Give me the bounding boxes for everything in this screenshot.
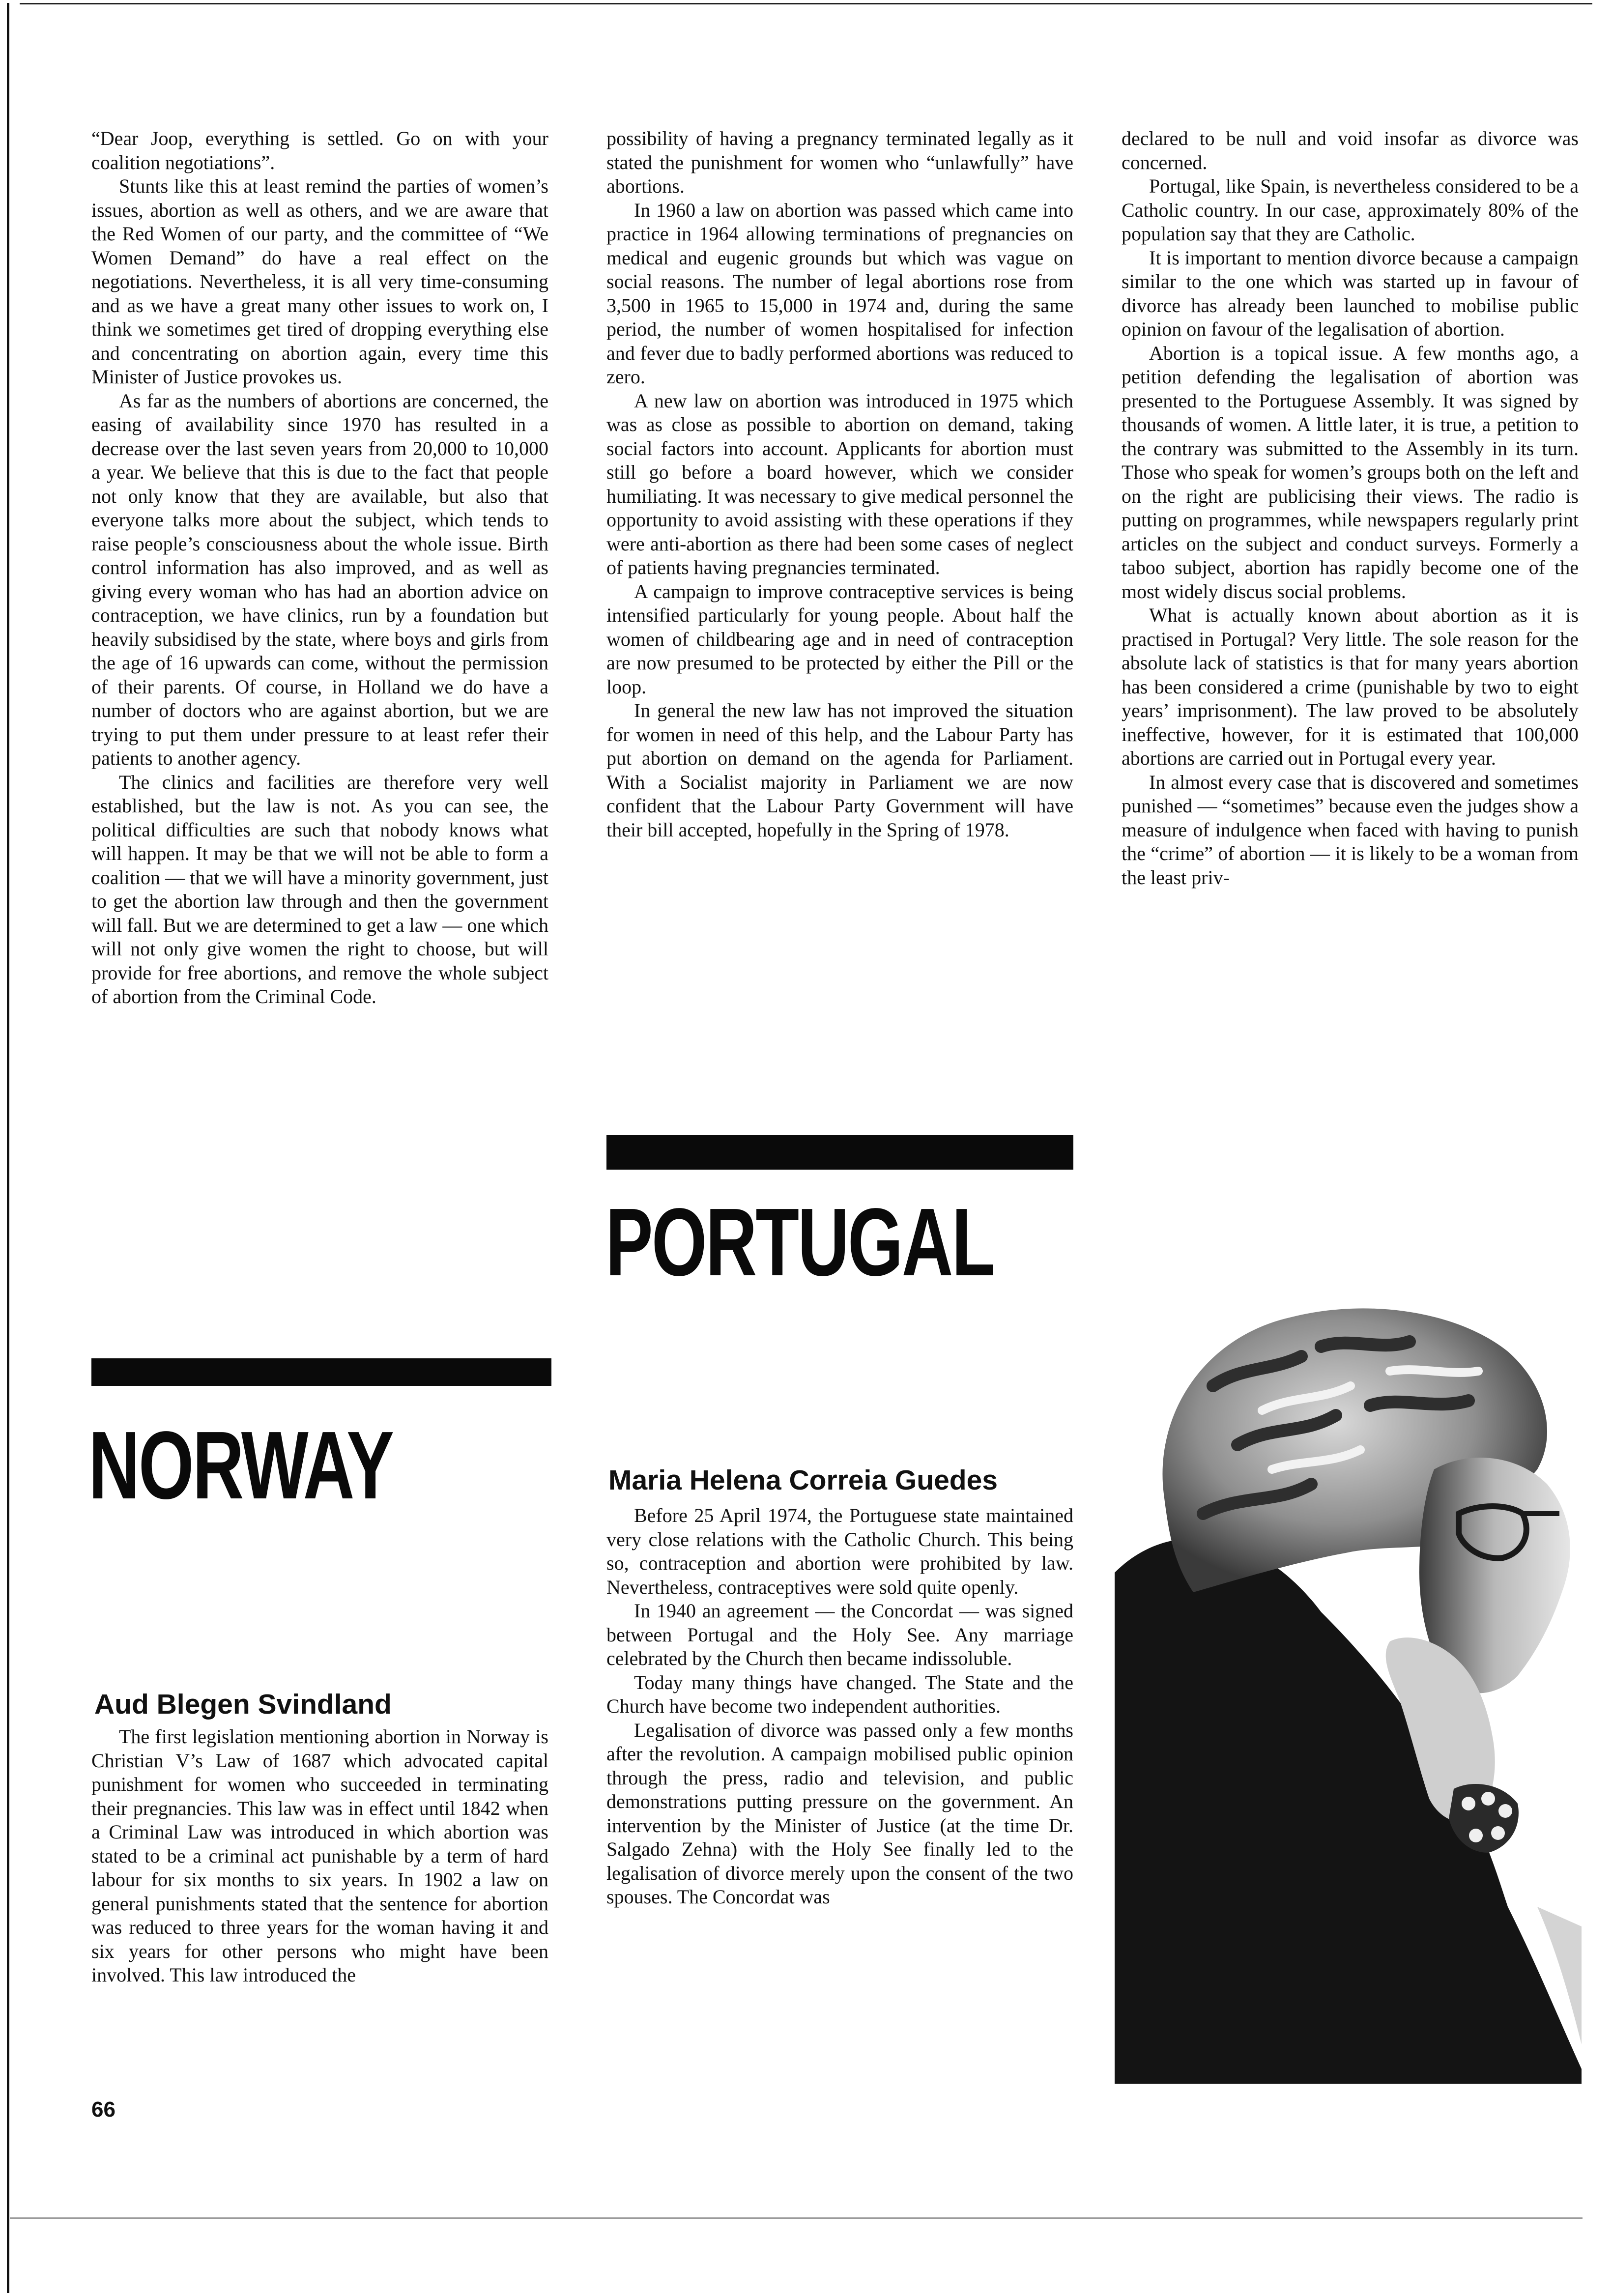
page-number: 66 [91,2097,115,2122]
portugal-heading: PORTUGAL [605,1188,994,1296]
paragraph: As far as the numbers of abortions are concerned, the easing of availability since 1970 has resulted in a decrease over the last seven years from 20,000 to 10,000 a year. We believe that this is due to the fact that people not only know that they are available, but also that everyone talks more about the subject, which tends to raise people’s consciousness about the whole issue. Birth control information has also improved, and as well as giving every woman who has had an abortion advice on contraception, we have clinics, run by a foundation but heavily subsidised by the state, where boys and girls from the age of 16 upwards can come, without the permission of their parents. Of course, in Holland we do have a number of doctors who are against abortion, but we are trying to put them under pressure to at least refer their patients to another agency. [91,389,548,769]
paragraph: A new law on abortion was introduced in 1975 which was as close as possible to abortion on demand, taking social factors into account. Applicants for abortion must still go before a board however, which we consider humiliating. It was necessary to give medical personnel the opportunity to avoid assisting with these operations if they were anti-abortion as there had been some cases of neglect of patients having pregnancies terminated. [606,389,1073,578]
paragraph: In 1940 an agreement — the Concordat — was signed between Portugal and the Holy See. Any marriage celebrated by the Church then became indissoluble. [606,1600,1073,1669]
paragraph: In 1960 a law on abortion was passed which came into practice in 1964 allowing terminations of pregnancies on medical and eugenic grounds but which was vague on social reasons. The number of legal abortions rose from 3,500 in 1965 to 15,000 in 1974 and, during the same period, the number of women hospitalised for infection and fever due to badly performed abortions was reduced to zero. [606,199,1073,388]
paragraph: The clinics and facilities are therefore very well established, but the law is not. As you can see, the political difficulties are such that nobody knows what will happen. It may be that we will not be able to form a coalition — that we will have a minority government, just to get the abortion law through and then the government will fall. But we are determined to get a law — one which will not only give women the right to choose, but will provide for free abortions, and remove the whole subject of abortion from the Criminal Code. [91,771,548,1007]
paragraph: Stunts like this at least remind the parties of women’s issues, abortion as well as others, and we are aware that the Red Women of our party, and the committee of “We Women Demand” do have a real effect on the negotiations. Nevertheless, it is all very time-consuming and as we have a great many other issues to work on, I think we sometimes get tired of dropping everything else and concentrating on abortion again, every time this Minister of Justice provokes us. [91,175,548,388]
page-bottom-edge-rule [10,2217,1583,2219]
column-2-text [606,127,1073,842]
column-3-text [1122,127,1579,890]
paragraph: It is important to mention divorce because a campaign similar to the one which was started up in favour of divorce has already been launched to mobilise public opinion on favour of the legalisation of abortion. [1122,246,1579,340]
page-top-edge-rule [20,3,1592,4]
paragraph: The first legislation mentioning abortion in Norway is Christian V’s Law of 1687 which advocated capital punishment for women who succeeded in terminating their pregnancies. This law was in effect until 1842 when a Criminal Law was introduced in which abortion was stated to be a criminal act punishable by a term of hard labour for six months to six years. In 1902 a law on general punishments stated that the sentence for abortion was reduced to three years for the woman having it and six years for other persons who might have been involved. This law introduced the [91,1725,548,1986]
column-1-text [91,127,548,1009]
paragraph: “Dear Joop, everything is settled. Go on with your coalition negotiations”. [91,127,548,173]
paragraph: Legalisation of divorce was passed only a few months after the revolution. A campaign mobilised public opinion through the press, radio and television, and public demonstrations putting pressure on the government. An intervention by the Minister of Justice (at the time Dr. Salgado Zehna) with the Holy See finally led to the legalisation of divorce merely upon the consent of the two spouses. The Concordat was [606,1719,1073,1908]
paragraph: Before 25 April 1974, the Portuguese state maintained very close relations with the Catholic Church. This being so, contraception and abortion were prohibited by law. Nevertheless, contraceptives were sold quite openly. [606,1504,1073,1598]
paragraph: possibility of having a pregnancy terminated legally as it stated the punishment for women who “unlawfully” have abortions. [606,127,1073,197]
paragraph: In general the new law has not improved the situation for women in need of this help, and the Labour Party has put abortion on demand on the agenda for Parliament. With a Socialist majority in Parliament we are now confident that the Labour Party Government will have their bill accepted, hopefully in the Spring of 1978. [606,699,1073,841]
paragraph: declared to be null and void insofar as divorce was concerned. [1122,127,1579,173]
paragraph: A campaign to improve contraceptive services is being intensified particularly for young people. About half the women of childbearing age and in need of contraception are now presumed to be protected by either the Pill or the loop. [606,580,1073,698]
paragraph: Today many things have changed. The State and the Church have become two independent authorities. [606,1671,1073,1717]
page-left-edge-rule [7,3,9,2293]
paragraph: What is actually known about abortion as it is practised in Portugal? Very little. The sole reason for the absolute lack of statistics is that for many years abortion has been considered a crime (punishable by two to eight years’ imprisonment). The law proved to be absolutely ineffective, however, for it is estimated that 100,000 abortions are carried out in Portugal every year. [1122,604,1579,769]
norway-heading: NORWAY [88,1411,393,1519]
portugal-author-byline: Maria Helena Correia Guedes [608,1464,998,1496]
paragraph: Abortion is a topical issue. A few months ago, a petition defending the legalisation of abortion was presented to the Portuguese Assembly. It was signed by thousands of women. A little later, it is true, a petition to the contrary was submitted to the Assembly in its turn. Those who speak for women’s groups both on the left and on the right are publicising their views. The radio is putting on programmes, while newspapers regularly print articles on the subject and conduct surveys. Formerly a taboo subject, abortion has rapidly become one of the most widely discus social problems. [1122,342,1579,603]
norway-author-byline: Aud Blegen Svindland [94,1689,392,1720]
norway-article-text [91,1725,548,1987]
portugal-heading-bar [606,1135,1073,1170]
paragraph: Portugal, like Spain, is nevertheless considered to be a Catholic country. In our case, approximately 80% of the population say that they are Catholic. [1122,175,1579,245]
portugal-article-text [606,1504,1073,1909]
author-portrait-photo [1115,1238,1582,2084]
norway-heading-bar [91,1358,551,1386]
paragraph: In almost every case that is discovered and sometimes punished — “sometimes” because even the judges show a measure of indulgence when faced with having to punish the “crime” of abortion — it is likely to be a woman from the least priv- [1122,771,1579,889]
